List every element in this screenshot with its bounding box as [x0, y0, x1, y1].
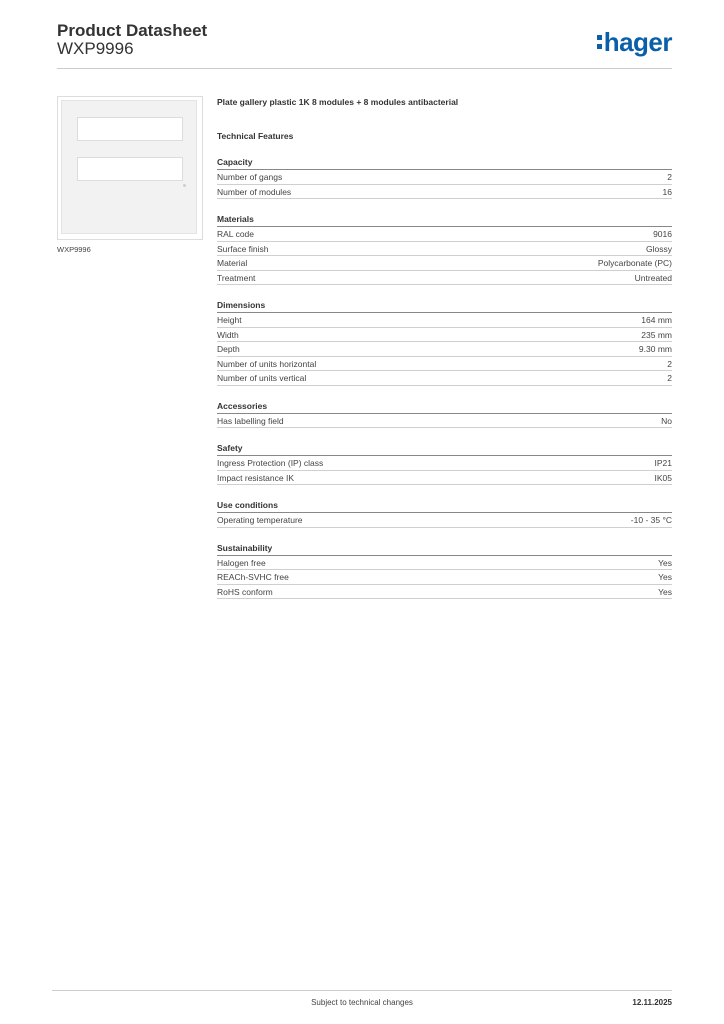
- technical-features-title: Technical Features: [217, 131, 294, 141]
- spec-value: Untreated: [634, 272, 672, 283]
- spec-label: Number of modules: [217, 186, 292, 197]
- section-title: Capacity: [217, 156, 672, 170]
- section-title: Accessories: [217, 400, 672, 414]
- spec-row: [217, 357, 672, 372]
- section-title: Use conditions: [217, 499, 672, 513]
- spec-label: RoHS conform: [217, 586, 273, 597]
- spec-value: Yes: [658, 572, 672, 582]
- section-title: Dimensions: [217, 299, 672, 313]
- image-caption: WXP9996: [57, 245, 91, 254]
- product-image: [57, 96, 203, 240]
- spec-label: Number of gangs: [217, 172, 283, 182]
- footer-date: 12.11.2025: [632, 998, 672, 1007]
- spec-row: [217, 227, 672, 242]
- spec-row: [217, 585, 672, 600]
- spec-section: [217, 299, 672, 386]
- page-title: Product Datasheet: [57, 21, 208, 40]
- spec-label: Impact resistance IK: [217, 472, 295, 483]
- spec-label: Height: [217, 315, 242, 325]
- plate-illustration: [61, 100, 197, 234]
- spec-row: [217, 570, 672, 585]
- spec-label: Depth: [217, 344, 240, 354]
- spec-row: [217, 342, 672, 357]
- spec-label: Number of units vertical: [217, 373, 307, 383]
- logo-dots-icon: [597, 35, 602, 49]
- spec-section: [217, 499, 672, 528]
- plate-slot-bottom: [77, 157, 183, 181]
- spec-row: [217, 185, 672, 200]
- header-divider: [57, 68, 672, 69]
- spec-value: Yes: [658, 586, 672, 597]
- spec-row: [217, 271, 672, 286]
- spec-section: [217, 156, 672, 199]
- spec-row: [217, 313, 672, 328]
- section-title: Safety: [217, 442, 672, 456]
- spec-value: 2: [667, 373, 672, 383]
- spec-value: 235 mm: [641, 329, 672, 340]
- spec-value: -10 - 35 °C: [630, 515, 672, 525]
- spec-value: Glossy: [646, 243, 672, 254]
- spec-sections: [217, 156, 672, 599]
- spec-value: No: [661, 415, 672, 426]
- spec-row: [217, 414, 672, 429]
- spec-section: [217, 442, 672, 485]
- spec-section: [217, 213, 672, 285]
- spec-label: Ingress Protection (IP) class: [217, 458, 324, 468]
- section-title: Sustainability: [217, 542, 672, 556]
- spec-value: 16: [662, 186, 672, 197]
- spec-label: Width: [217, 329, 239, 340]
- spec-row: [217, 328, 672, 343]
- plate-slot-top: [77, 117, 183, 141]
- spec-row: [217, 471, 672, 486]
- spec-label: Surface finish: [217, 243, 269, 254]
- spec-row: [217, 371, 672, 386]
- spec-label: REACh-SVHC free: [217, 572, 289, 582]
- spec-value: IK05: [654, 472, 672, 483]
- spec-value: IP21: [654, 458, 672, 468]
- spec-label: Halogen free: [217, 557, 266, 568]
- spec-label: Operating temperature: [217, 515, 303, 525]
- spec-value: 9016: [653, 229, 672, 239]
- spec-value: Yes: [658, 557, 672, 568]
- footer-divider: [52, 990, 672, 991]
- spec-label: Treatment: [217, 272, 256, 283]
- spec-row: [217, 242, 672, 257]
- spec-value: 2: [667, 358, 672, 369]
- section-title: Materials: [217, 213, 672, 227]
- spec-label: RAL code: [217, 229, 255, 239]
- hager-logo[interactable]: [597, 27, 672, 57]
- spec-value: 9.30 mm: [638, 344, 672, 354]
- spec-row: [217, 170, 672, 185]
- logo-text: hager: [603, 27, 672, 57]
- plate-dot-icon: [183, 184, 186, 187]
- spec-label: Material: [217, 258, 248, 268]
- spec-row: [217, 456, 672, 471]
- footer-note: Subject to technical changes: [311, 998, 413, 1007]
- product-reference: WXP9996: [57, 39, 134, 58]
- spec-section: [217, 400, 672, 429]
- spec-label: Has labelling field: [217, 415, 284, 426]
- spec-row: [217, 513, 672, 528]
- spec-row: [217, 256, 672, 271]
- spec-value: 164 mm: [641, 315, 672, 325]
- spec-section: [217, 542, 672, 600]
- spec-value: 2: [667, 172, 672, 182]
- content: [217, 96, 672, 599]
- spec-label: Number of units horizontal: [217, 358, 317, 369]
- product-description: Plate gallery plastic 1K 8 modules + 8 modules antibacterial: [217, 97, 459, 107]
- spec-value: Polycarbonate (PC): [597, 258, 672, 268]
- spec-row: [217, 556, 672, 571]
